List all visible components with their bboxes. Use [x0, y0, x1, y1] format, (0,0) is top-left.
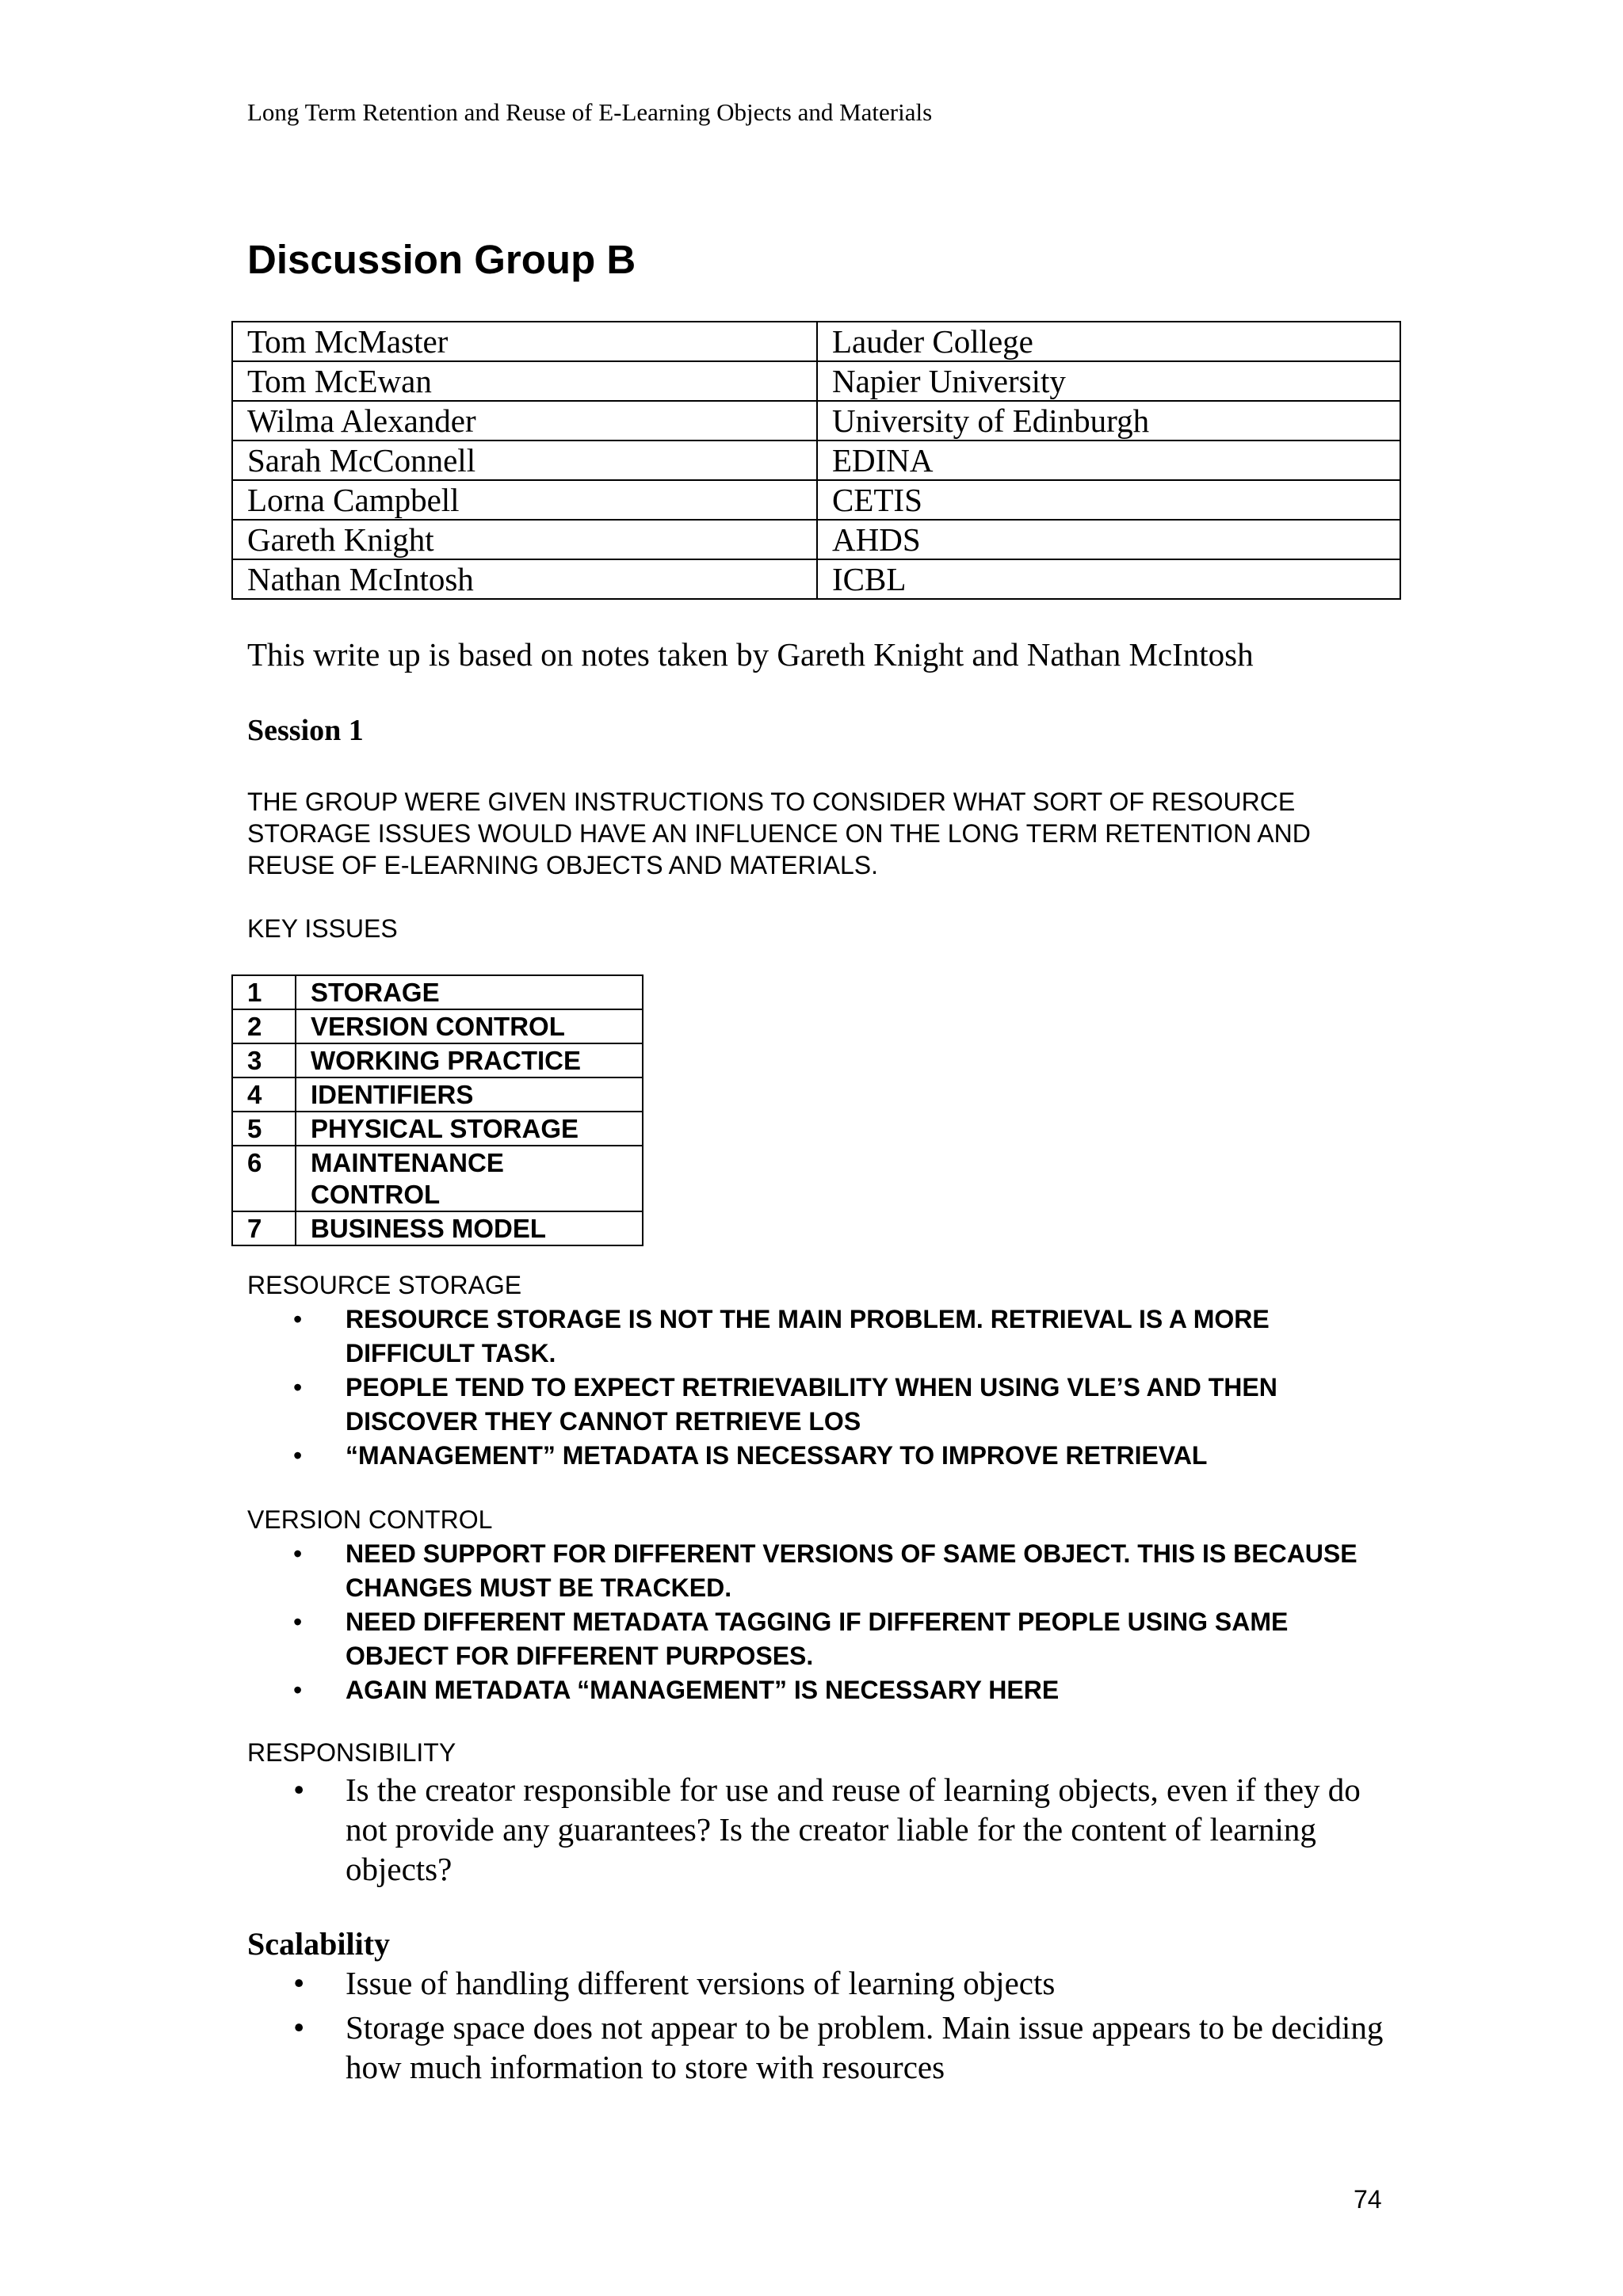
bullet-icon: •	[293, 1441, 303, 1470]
list-item	[293, 1302, 1387, 1371]
list-item	[293, 1371, 1387, 1439]
member-name: Tom McMaster	[232, 322, 817, 361]
member-name: Gareth Knight	[232, 520, 817, 559]
list-item-text: NEED SUPPORT FOR DIFFERENT VERSIONS OF SAME OBJECT. THIS IS BECAUSE CHANGES MUST BE TRACKED.	[346, 1539, 1358, 1602]
intro-paragraph: This write up is based on notes taken by Gareth Knight and Nathan McIntosh	[247, 636, 1254, 673]
member-name: Nathan McIntosh	[232, 559, 817, 599]
issue-text: PHYSICAL STORAGE	[296, 1112, 643, 1146]
member-name: Wilma Alexander	[232, 401, 817, 441]
list-item-text: RESOURCE STORAGE IS NOT THE MAIN PROBLEM. RETRIEVAL IS A MORE DIFFICULT TASK.	[346, 1305, 1270, 1367]
list-item-text: NEED DIFFERENT METADATA TAGGING IF DIFFERENT PEOPLE USING SAME OBJECT FOR DIFFERENT PURPOSES.	[346, 1608, 1289, 1670]
session-instructions: THE GROUP WERE GIVEN INSTRUCTIONS TO CONSIDER WHAT SORT OF RESOURCE STORAGE ISSUES WOULD HAVE AN INFLUENCE ON THE LONG TERM RETENTION AND REUSE OF E-LEARNING OBJECTS AND MATERIALS.	[247, 788, 1311, 879]
issue-number: 3	[232, 1043, 296, 1077]
issue-number: 4	[232, 1077, 296, 1112]
member-org: AHDS	[817, 520, 1400, 559]
member-org: CETIS	[817, 480, 1400, 520]
page-title: Discussion Group B	[247, 237, 636, 282]
issue-text: IDENTIFIERS	[296, 1077, 643, 1112]
table-row	[232, 361, 1400, 401]
list-item-text: AGAIN METADATA “MANAGEMENT” IS NECESSARY HERE	[346, 1676, 1060, 1704]
responsibility-label: RESPONSIBILITY	[247, 1738, 456, 1767]
bullet-icon: •	[293, 1772, 305, 1808]
table-row	[232, 559, 1400, 599]
issue-number: 1	[232, 975, 296, 1009]
table-row	[232, 441, 1400, 480]
table-row	[232, 322, 1400, 361]
table-row	[232, 975, 643, 1009]
list-item-text: PEOPLE TEND TO EXPECT RETRIEVABILITY WHEN USING VLE’S AND THEN DISCOVER THEY CANNOT RETRIEVE LOS	[346, 1373, 1277, 1436]
resource-storage-list	[293, 1302, 1387, 1473]
list-item-text: Storage space does not appear to be problem. Main issue appears to be deciding how much information to store with resources	[346, 2009, 1384, 2085]
bullet-icon: •	[293, 1305, 303, 1333]
table-row	[232, 520, 1400, 559]
members-table	[231, 321, 1401, 600]
list-item-text: Is the creator responsible for use and reuse of learning objects, even if they do not provide any guarantees? Is the creator liable for the content of learning objects?	[346, 1772, 1361, 1887]
session-heading: Session 1	[247, 714, 364, 747]
list-item-text: Issue of handling different versions of learning objects	[346, 1965, 1056, 2001]
list-item	[293, 1770, 1403, 1889]
version-control-list	[293, 1537, 1387, 1707]
list-item	[293, 2008, 1403, 2087]
issue-number: 2	[232, 1009, 296, 1043]
list-item	[293, 1605, 1387, 1673]
member-org: ICBL	[817, 559, 1400, 599]
list-item	[293, 1963, 1403, 2003]
list-item	[293, 1439, 1387, 1473]
bullet-icon: •	[293, 1373, 303, 1402]
scalability-list	[293, 1963, 1403, 2087]
issue-number: 6	[232, 1146, 296, 1211]
bullet-icon: •	[293, 2009, 305, 2046]
scalability-heading: Scalability	[247, 1926, 391, 1962]
version-control-label: VERSION CONTROL	[247, 1505, 493, 1534]
issue-number: 5	[232, 1112, 296, 1146]
key-issues-table	[231, 974, 643, 1246]
table-row	[232, 480, 1400, 520]
issue-text: MAINTENANCE CONTROL	[296, 1146, 643, 1211]
table-row	[232, 401, 1400, 441]
table-row	[232, 1009, 643, 1043]
bullet-icon: •	[293, 1965, 305, 2001]
issue-text: VERSION CONTROL	[296, 1009, 643, 1043]
bullet-icon: •	[293, 1676, 303, 1704]
page-number: 74	[1354, 2185, 1382, 2214]
member-name: Lorna Campbell	[232, 480, 817, 520]
table-row	[232, 1077, 643, 1112]
issue-text: WORKING PRACTICE	[296, 1043, 643, 1077]
issue-text: STORAGE	[296, 975, 643, 1009]
key-issues-label: KEY ISSUES	[247, 914, 398, 943]
table-row	[232, 1146, 643, 1211]
member-name: Sarah McConnell	[232, 441, 817, 480]
running-header: Long Term Retention and Reuse of E-Learning Objects and Materials	[247, 98, 933, 126]
responsibility-list	[293, 1770, 1403, 1889]
table-row	[232, 1112, 643, 1146]
member-name: Tom McEwan	[232, 361, 817, 401]
table-row	[232, 1043, 643, 1077]
issue-text: BUSINESS MODEL	[296, 1211, 643, 1245]
member-org: EDINA	[817, 441, 1400, 480]
bullet-icon: •	[293, 1608, 303, 1636]
member-org: University of Edinburgh	[817, 401, 1400, 441]
issue-number: 7	[232, 1211, 296, 1245]
table-row	[232, 1211, 643, 1245]
member-org: Lauder College	[817, 322, 1400, 361]
list-item-text: “MANAGEMENT” METADATA IS NECESSARY TO IMPROVE RETRIEVAL	[346, 1441, 1208, 1470]
resource-storage-label: RESOURCE STORAGE	[247, 1271, 522, 1299]
list-item	[293, 1673, 1387, 1707]
bullet-icon: •	[293, 1539, 303, 1568]
list-item	[293, 1537, 1387, 1605]
member-org: Napier University	[817, 361, 1400, 401]
